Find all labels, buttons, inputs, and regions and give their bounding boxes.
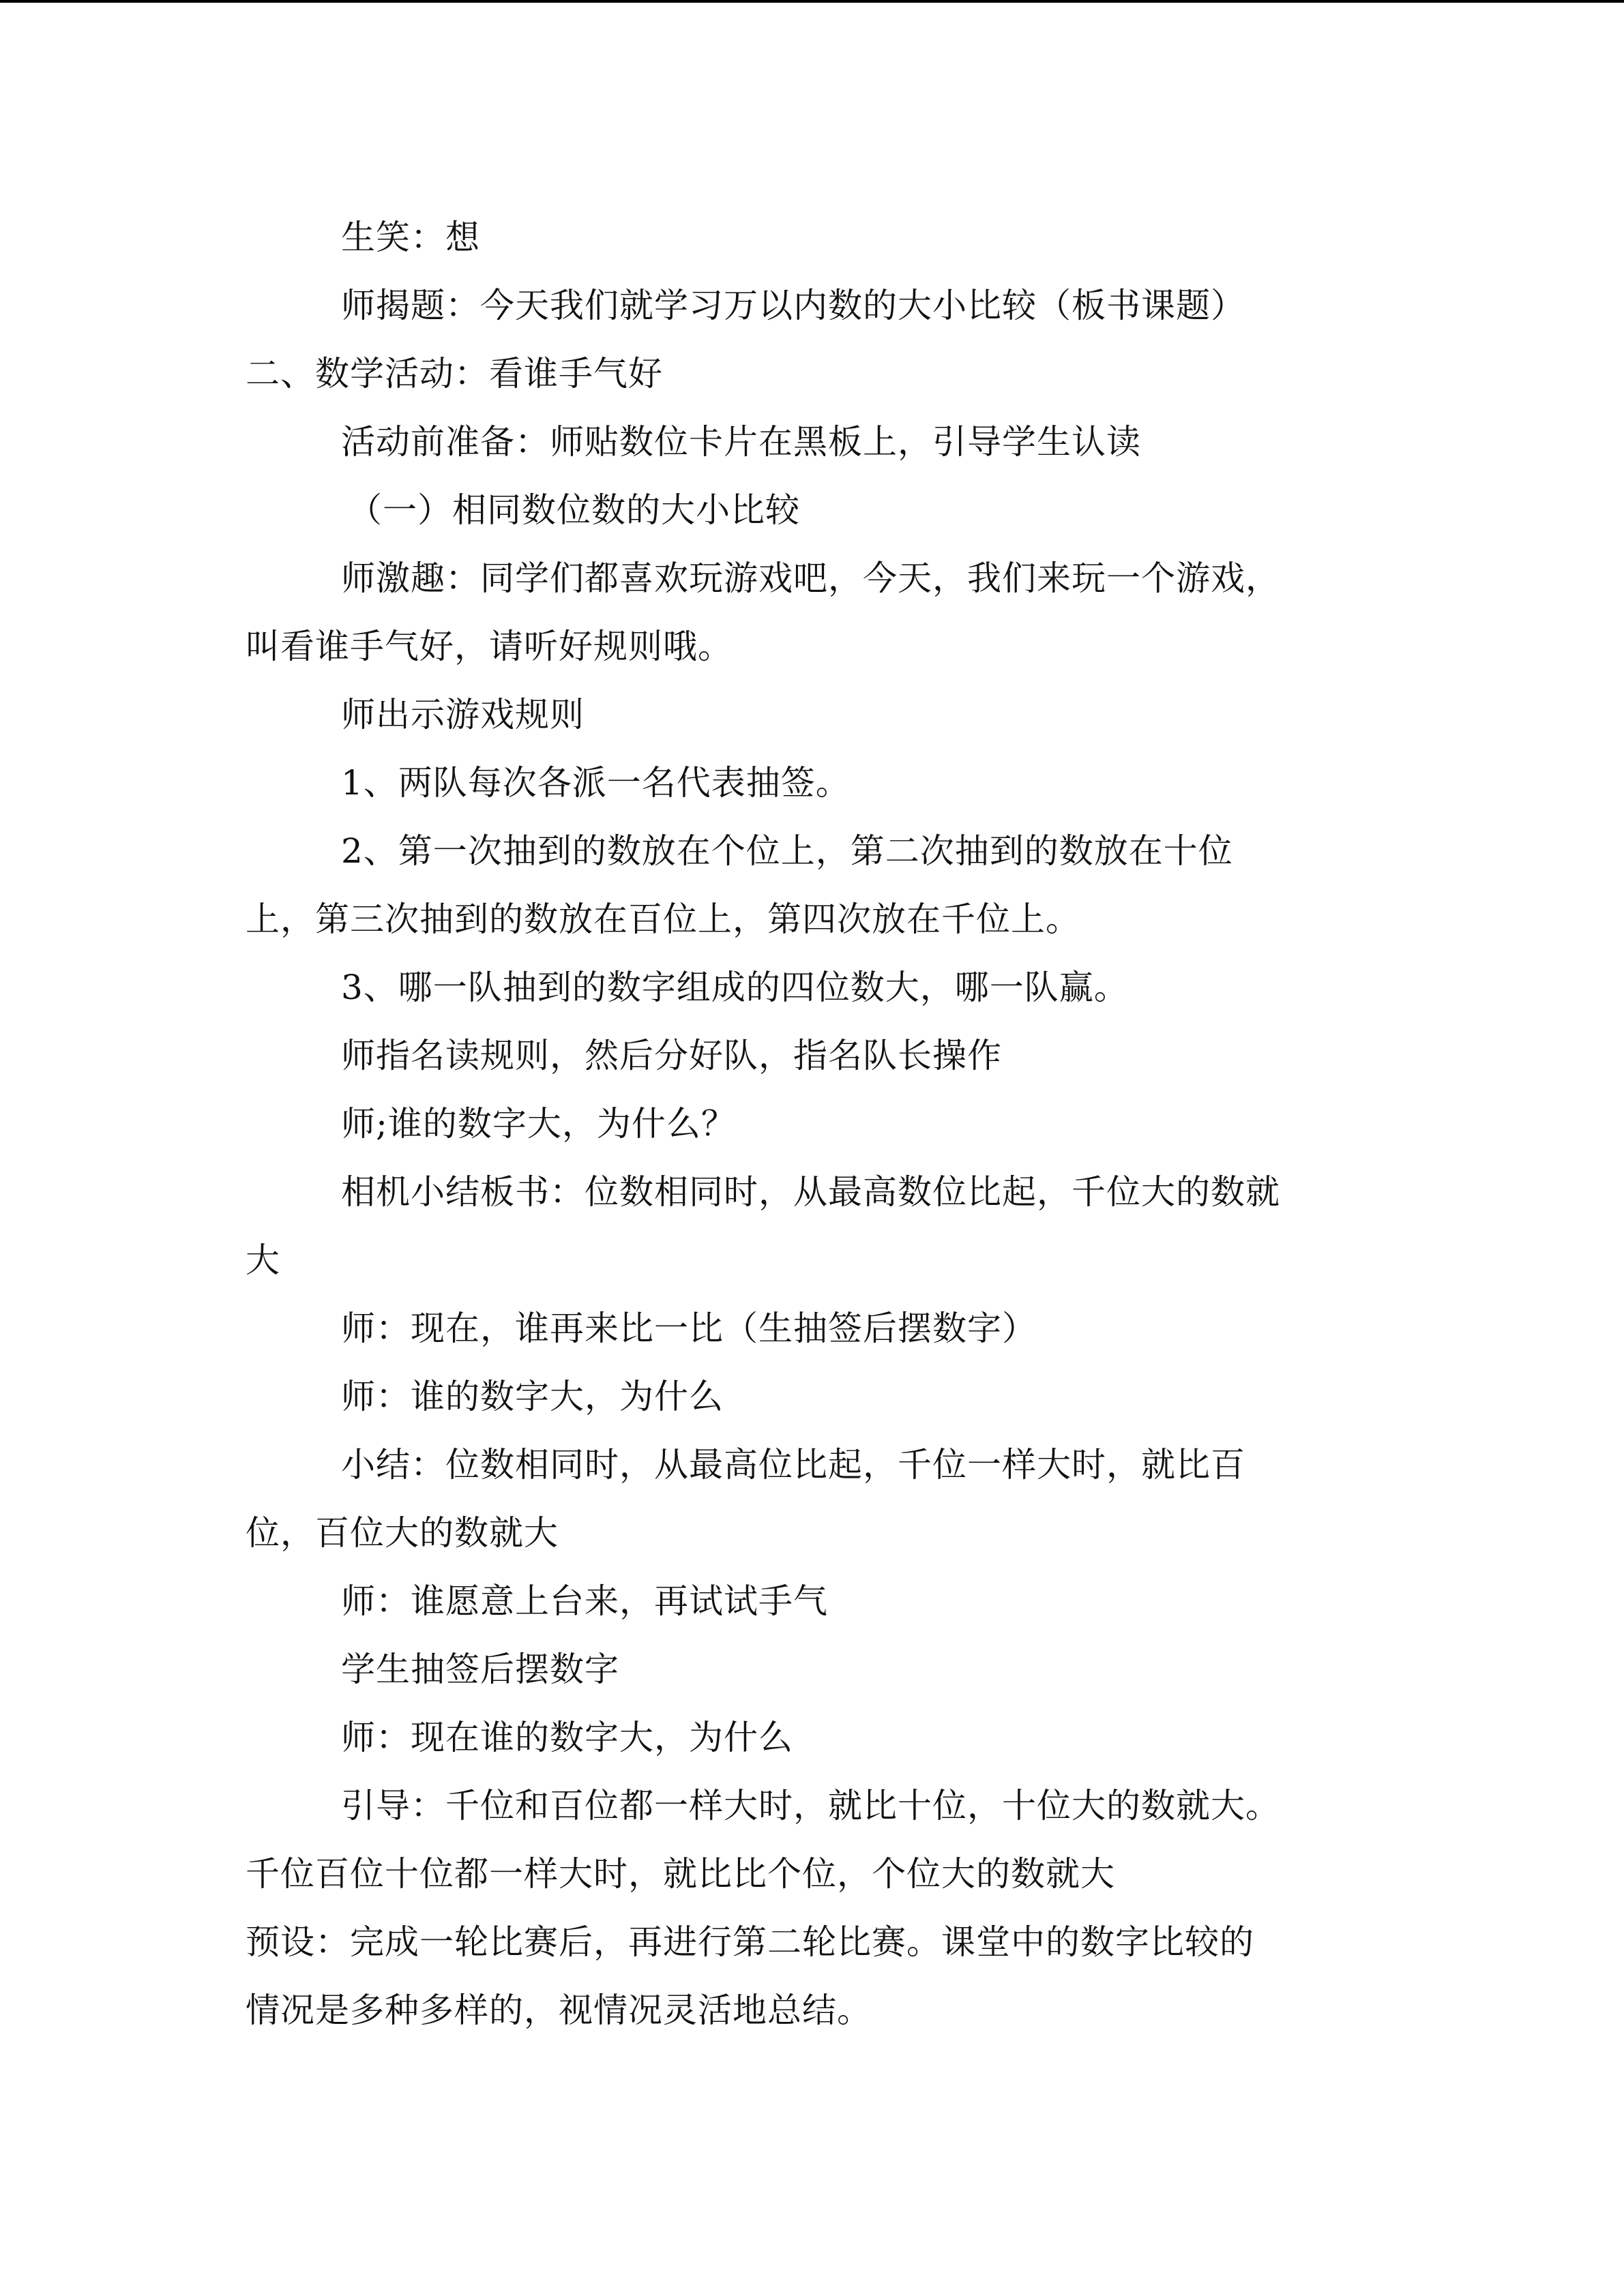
text-line-6: 师激趣：同学们都喜欢玩游戏吧，今天，我们来玩一个游戏， <box>341 558 1280 598</box>
text-line-19: 小结：位数相同时，从最高位比起，千位一样大时，就比百 <box>341 1445 1245 1485</box>
text-line-16: 大 <box>246 1240 280 1280</box>
rule-item-2-continued: 上，第三次抽到的数放在百位上，第四次放在千位上。 <box>246 899 1080 939</box>
text-line-20: 位，百位大的数就大 <box>246 1513 559 1553</box>
text-line-8: 师出示游戏规则 <box>341 695 585 734</box>
text-line-26: 预设：完成一轮比赛后，再进行第二轮比赛。课堂中的数字比较的 <box>246 1922 1254 1962</box>
text-line-14: 师;谁的数字大，为什么？ <box>341 1104 736 1144</box>
rule-item-2: 2、第一次抽到的数放在个位上，第二次抽到的数放在十位 <box>341 831 1233 871</box>
text-line-22: 学生抽签后摆数字 <box>341 1650 619 1689</box>
text-line-18: 师：谁的数字大，为什么 <box>341 1377 724 1416</box>
rule-item-1: 1、两队每次各派一名代表抽签。 <box>341 763 851 803</box>
text-line-15: 相机小结板书：位数相同时，从最高数位比起，千位大的数就 <box>341 1172 1280 1212</box>
text-line-4: 活动前准备：师贴数位卡片在黑板上，引导学生认读 <box>341 422 1141 462</box>
text-line-23: 师：现在谁的数字大，为什么 <box>341 1718 793 1757</box>
text-line-24: 引导：千位和百位都一样大时，就比十位，十位大的数就大。 <box>341 1786 1280 1825</box>
text-line-13: 师指名读规则，然后分好队，指名队长操作 <box>341 1036 1002 1075</box>
subsection-heading: （一）相同数位数的大小比较 <box>348 490 800 530</box>
text-line-21: 师：谁愿意上台来，再试试手气 <box>341 1581 828 1621</box>
section-heading-activity: 二、数学活动：看谁手气好 <box>246 354 663 393</box>
text-line-7: 叫看谁手气好，请听好规则哦。 <box>246 627 733 666</box>
text-line-2: 师揭题：今天我们就学习万以内数的大小比较（板书课题） <box>341 286 1245 325</box>
rule-item-3: 3、哪一队抽到的数字组成的四位数大，哪一队赢。 <box>341 968 1129 1007</box>
text-line-27: 情况是多种多样的，视情况灵活地总结。 <box>246 1991 872 2030</box>
text-line-17: 师：现在，谁再来比一比（生抽签后摆数字） <box>341 1309 1037 1348</box>
text-line-25: 千位百位十位都一样大时，就比比个位，个位大的数就大 <box>246 1854 1115 1894</box>
text-line-1: 生笑：想 <box>341 218 480 257</box>
